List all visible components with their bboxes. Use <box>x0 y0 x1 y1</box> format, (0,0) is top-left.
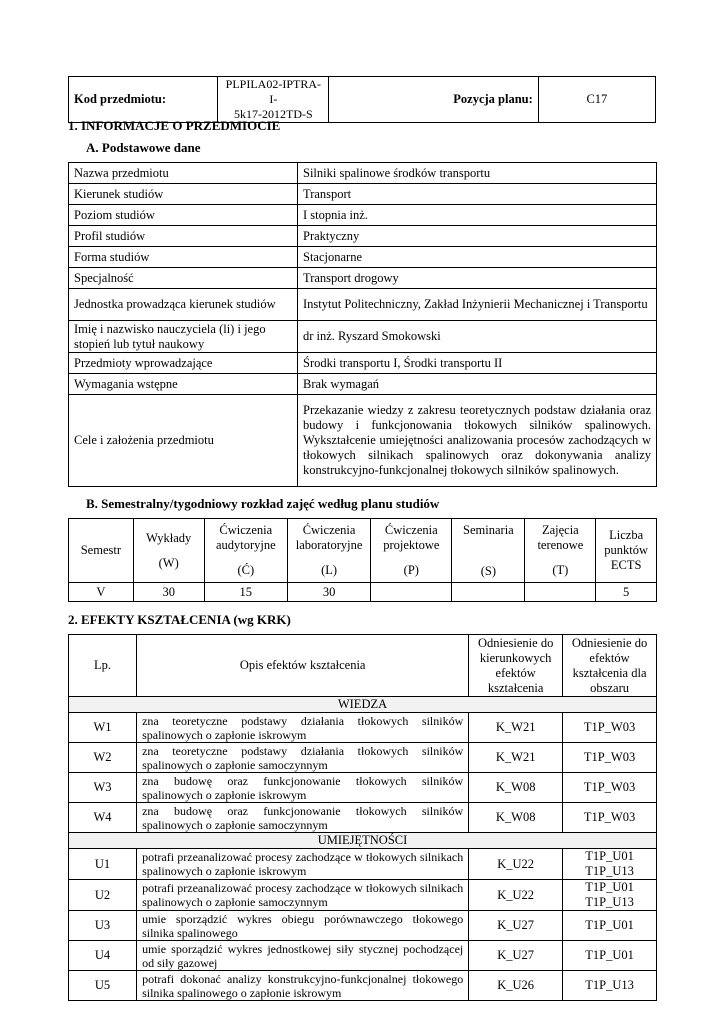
outcome-id: U1 <box>69 849 137 880</box>
area-ref: T1P_U01 <box>563 911 657 941</box>
field-label: Imię i nazwisko nauczyciela (li) i jego stopień lub tytuł naukowy <box>69 321 298 353</box>
ects-value: 5 <box>596 583 657 602</box>
area-ref: T1P_W03 <box>563 713 657 743</box>
basic-data-row <box>69 353 657 374</box>
field-label: Profil studiów <box>69 226 298 247</box>
section-1-title: 1. INFORMACJE O PRZEDMIOCIE <box>68 118 281 133</box>
outcome-group-title: WIEDZA <box>69 697 657 713</box>
outcome-description: umie sporządzić wykres jednostkowej siły stycznej pochodzącej od siły gazowej <box>137 941 469 971</box>
outcome-id: W2 <box>69 743 137 773</box>
outcome-description: zna budowę oraz funkcjonowanie tłokowych silników spalinowych o zapłonie iskrowym <box>137 773 469 803</box>
field-ref: K_W08 <box>469 803 563 833</box>
area-ref: T1P_U01 <box>563 941 657 971</box>
schedule-col-header: Ćwiczenia laboratoryjne (L) <box>287 519 370 583</box>
outcome-description: potrafi przeanalizować procesy zachodzące w tłokowych silnikach spalinowych o zapłonie iskrowym <box>137 849 469 880</box>
field-label: Jednostka prowadząca kierunek studiów <box>69 289 298 321</box>
field-label: Poziom studiów <box>69 205 298 226</box>
field-value: Przekazanie wiedzy z zakresu teoretycznych podstaw działania oraz budowy i funkcjonowania tłokowych silników spalinowych. Wykształcenie umiejętności analizowania procesów zachodzących w tłokowych silnikach spalinowych oraz dokonywania analizy konstrukcyjno-funkcjonalnej tłokowych silników spalinowych. <box>298 395 657 487</box>
outcome-row <box>69 971 657 1001</box>
field-value: Instytut Politechniczny, Zakład Inżynierii Mechanicznej i Transportu <box>298 289 657 321</box>
field-label: Forma studiów <box>69 247 298 268</box>
outcome-description: potrafi dokonać analizy konstrukcyjno-funkcjonalnej tłokowego silnika spalinowego o zapłonie iskrowym <box>137 971 469 1001</box>
schedule-col-header: Ćwiczenia audytoryjne (Ć) <box>204 519 287 583</box>
outcome-row <box>69 911 657 941</box>
area-ref: T1P_W03 <box>563 773 657 803</box>
field-value: Brak wymagań <box>298 374 657 395</box>
outcome-group-title: UMIEJĘTNOŚCI <box>69 833 657 849</box>
outcome-id: W1 <box>69 713 137 743</box>
course-code-label: Kod przedmiotu: <box>69 77 218 123</box>
outcome-row <box>69 880 657 911</box>
field-ref: K_W08 <box>469 773 563 803</box>
outcome-row <box>69 941 657 971</box>
learning-outcomes-table <box>68 634 657 1001</box>
lp-header: Lp. <box>69 635 137 697</box>
outcome-description: zna teoretyczne podstawy działania tłokowych silników spalinowych o zapłonie iskrowym <box>137 713 469 743</box>
field-value: Stacjonarne <box>298 247 657 268</box>
area-ref: T1P_U13 <box>563 971 657 1001</box>
outcome-row <box>69 773 657 803</box>
schedule-value <box>452 583 525 602</box>
schedule-col-header: Ćwiczenia projektowe (P) <box>371 519 452 583</box>
section-2-title: 2. EFEKTY KSZTAŁCENIA (wg KRK) <box>68 612 291 627</box>
outcome-description: potrafi przeanalizować procesy zachodzące w tłokowych silnikach spalinowych o zapłonie samoczynnym <box>137 880 469 911</box>
schedule-value <box>371 583 452 602</box>
field-ref: K_W21 <box>469 713 563 743</box>
outcome-id: W4 <box>69 803 137 833</box>
basic-data-row <box>69 374 657 395</box>
field-value: dr inż. Ryszard Smokowski <box>298 321 657 353</box>
outcome-row <box>69 849 657 880</box>
field-value: Środki transportu I, Środki transportu II <box>298 353 657 374</box>
field-label: Przedmioty wprowadzające <box>69 353 298 374</box>
field-label: Wymagania wstępne <box>69 374 298 395</box>
basic-data-row <box>69 395 657 487</box>
basic-data-row <box>69 247 657 268</box>
schedule-value: 15 <box>204 583 287 602</box>
outcome-row <box>69 803 657 833</box>
outcome-id: U2 <box>69 880 137 911</box>
field-ref: K_U22 <box>469 880 563 911</box>
basic-data-row <box>69 321 657 353</box>
basic-data-row <box>69 205 657 226</box>
outcome-id: U3 <box>69 911 137 941</box>
outcome-group-row <box>69 697 657 713</box>
field-label: Cele i założenia przedmiotu <box>69 395 298 487</box>
schedule-value: 30 <box>133 583 204 602</box>
plan-position-label: Pozycja planu: <box>329 77 538 123</box>
outcome-description: umie sporządzić wykres obiegu porównawczego tłokowego silnika spalinowego <box>137 911 469 941</box>
field-ref: K_W21 <box>469 743 563 773</box>
field-ref: K_U27 <box>469 941 563 971</box>
basic-data-row <box>69 289 657 321</box>
schedule-col-header: Seminaria (S) <box>452 519 525 583</box>
basic-data-table <box>68 162 657 487</box>
area-ref: T1P_W03 <box>563 743 657 773</box>
course-code-table <box>68 76 656 123</box>
area-ref: T1P_W03 <box>563 803 657 833</box>
outcome-id: U5 <box>69 971 137 1001</box>
schedule-table <box>68 518 657 602</box>
outcome-description: zna budowę oraz funkcjonowanie tłokowych silników spalinowych o zapłonie samoczynnym <box>137 803 469 833</box>
section-1b-title: B. Semestralny/tygodniowy rozkład zajęć według planu studiów <box>86 496 440 511</box>
field-value: Silniki spalinowe środków transportu <box>298 163 657 184</box>
outcome-group-row <box>69 833 657 849</box>
schedule-col-header: Wykłady (W) <box>133 519 204 583</box>
field-label: Specjalność <box>69 268 298 289</box>
semester-header: Semestr <box>69 519 134 583</box>
field-label: Nazwa przedmiotu <box>69 163 298 184</box>
course-code-value: PLPILA02-IPTRA-I- 5k17-2012TD-S <box>218 77 329 123</box>
outcome-id: W3 <box>69 773 137 803</box>
schedule-col-header: Zajęcia terenowe (T) <box>525 519 596 583</box>
area-ref-header: Odniesienie do efektów kształcenia dla obszaru <box>563 635 657 697</box>
basic-data-row <box>69 226 657 247</box>
outcome-id: U4 <box>69 941 137 971</box>
area-ref: T1P_U01 T1P_U13 <box>563 849 657 880</box>
field-value: Praktyczny <box>298 226 657 247</box>
field-ref: K_U27 <box>469 911 563 941</box>
plan-position-value: C17 <box>538 77 655 123</box>
field-label: Kierunek studiów <box>69 184 298 205</box>
field-ref: K_U26 <box>469 971 563 1001</box>
basic-data-row <box>69 268 657 289</box>
field-value: Transport <box>298 184 657 205</box>
ects-header: Liczba punktów ECTS <box>596 519 657 583</box>
schedule-value <box>525 583 596 602</box>
section-1a-title: A. Podstawowe dane <box>86 140 201 155</box>
field-ref: K_U22 <box>469 849 563 880</box>
field-value: Transport drogowy <box>298 268 657 289</box>
field-ref-header: Odniesienie do kierunkowych efektów kształcenia <box>469 635 563 697</box>
outcome-description: zna teoretyczne podstawy działania tłokowych silników spalinowych o zapłonie samoczynnym <box>137 743 469 773</box>
semester-value: V <box>69 583 134 602</box>
field-value: I stopnia inż. <box>298 205 657 226</box>
basic-data-row <box>69 163 657 184</box>
basic-data-row <box>69 184 657 205</box>
area-ref: T1P_U01 T1P_U13 <box>563 880 657 911</box>
outcome-row <box>69 713 657 743</box>
outcome-row <box>69 743 657 773</box>
schedule-value: 30 <box>287 583 370 602</box>
description-header: Opis efektów kształcenia <box>137 635 469 697</box>
